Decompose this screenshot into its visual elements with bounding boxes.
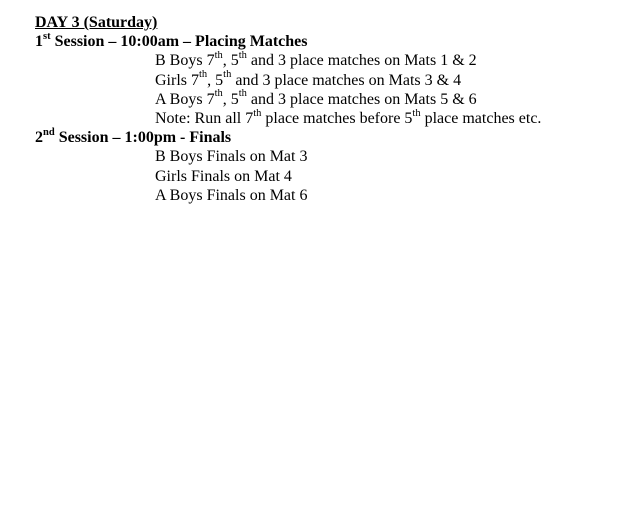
ordinal-suffix: th [238, 50, 247, 62]
session-1-heading [35, 32, 625, 51]
session-2-line-girls: Girls Finals on Mat 4 [155, 167, 292, 185]
line-text: and 3 place matches on Mats 1 & 2 [246, 52, 477, 70]
note-text: place matches before 5 [261, 109, 413, 127]
schedule-document [35, 13, 625, 205]
note-text: Note: Run all 7 [155, 109, 254, 127]
session-1-number: 1 [35, 33, 43, 51]
session-1-line-girls [35, 71, 625, 90]
ordinal-suffix: th [214, 50, 223, 62]
session-1-line-b-boys [35, 51, 625, 70]
line-text: and 3 place matches on Mats 3 & 4 [231, 71, 462, 89]
line-text: , 5 [207, 71, 224, 89]
line-text: and 3 place matches on Mats 5 & 6 [246, 90, 477, 108]
session-2-number: 2 [35, 129, 43, 147]
ordinal-suffix: th [412, 107, 421, 119]
ordinal-suffix: th [238, 88, 247, 100]
session-1-ordinal: st [43, 30, 51, 42]
ordinal-suffix: th [253, 107, 262, 119]
session-2-line-b-boys: B Boys Finals on Mat 3 [155, 148, 308, 166]
note-text: place matches etc. [420, 109, 542, 127]
session-1-line-a-boys [35, 90, 625, 109]
line-text: , 5 [222, 52, 239, 70]
ordinal-suffix: th [199, 69, 208, 81]
line-text: , 5 [222, 90, 239, 108]
session-2-line-a-boys: A Boys Finals on Mat 6 [155, 186, 308, 204]
line-text: Girls 7 [155, 71, 199, 89]
session-2-ordinal: nd [43, 126, 55, 138]
session-2-title: Session – 1:00pm - Finals [54, 129, 232, 147]
line-text: B Boys 7 [155, 52, 215, 70]
day-heading: DAY 3 (Saturday) [35, 14, 158, 31]
session-2-heading [35, 128, 625, 147]
line-text: A Boys 7 [155, 90, 215, 108]
ordinal-suffix: th [214, 88, 223, 100]
ordinal-suffix: th [223, 69, 232, 81]
session-1-note [35, 109, 625, 128]
session-1-title: Session – 10:00am – Placing Matches [50, 33, 308, 51]
